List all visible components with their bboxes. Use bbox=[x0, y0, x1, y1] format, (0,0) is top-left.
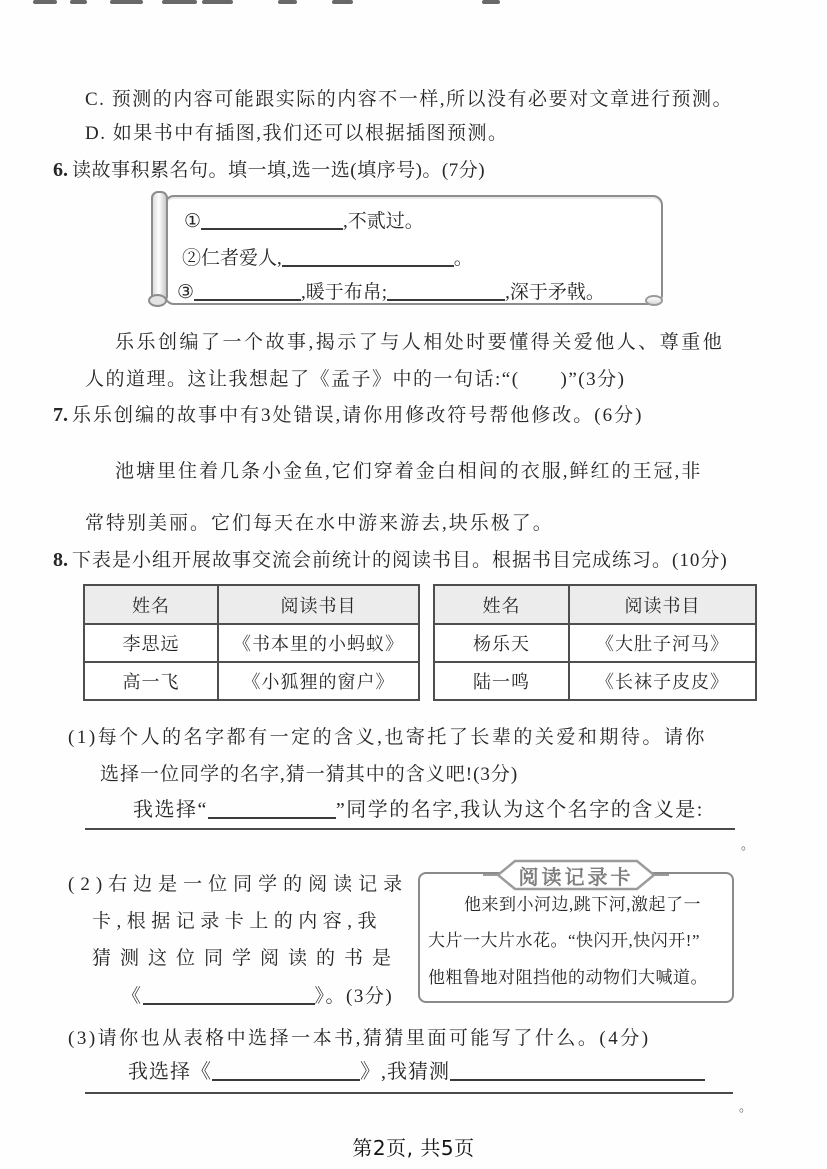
fill-blank bbox=[143, 987, 315, 1005]
q7-story-line1: 池塘里住着几条小金鱼,它们穿着金白相间的衣服,鲜红的王冠,非 bbox=[115, 461, 703, 482]
record-card-line2: 大片一大片水花。“快闪开,快闪开!” bbox=[428, 931, 701, 950]
book-title: 《书本里的小蚂蚁》 bbox=[218, 624, 419, 662]
q8-sub1-line1: (1)每个人的名字都有一定的含义,也寄托了长辈的关爱和期待。请你 bbox=[68, 727, 707, 748]
q6-paragraph-line1: 乐乐创编了一个故事,揭示了与人相处时要懂得关爱他人、尊重他 bbox=[115, 332, 725, 353]
scan-artifact bbox=[110, 0, 143, 4]
fill-blank bbox=[208, 800, 336, 819]
q8-sub3-line1: (3)请你也从表格中选择一本书,猜猜里面可能写了什么。(4分) bbox=[68, 1028, 651, 1049]
q8-sub3-answer-line bbox=[128, 1055, 705, 1084]
period-mark: 。 bbox=[741, 837, 755, 852]
question-7-number: 7. bbox=[53, 404, 68, 426]
banner-item-3-text-mid: ,暖于布帛; bbox=[301, 282, 388, 303]
fill-blank bbox=[282, 249, 454, 267]
table-row bbox=[434, 624, 756, 662]
q8-sub2-answer-line bbox=[122, 981, 393, 1008]
scan-artifact bbox=[278, 0, 297, 4]
answer-post: ”同学的名字,我认为这个名字的含义是: bbox=[335, 799, 704, 821]
banner-item-1-number: ① bbox=[184, 211, 202, 232]
option-c-text: 预测的内容可能跟实际的内容不一样,所以没有必要对文章进行预测。 bbox=[111, 89, 733, 110]
option-d-text: 如果书中有插图,我们还可以根据插图预测。 bbox=[112, 123, 509, 144]
answer-writing-line bbox=[85, 1092, 733, 1094]
question-8-number: 8. bbox=[53, 549, 68, 571]
question-6-title bbox=[53, 155, 485, 182]
question-6-number: 6. bbox=[53, 159, 68, 181]
table-row bbox=[84, 662, 419, 700]
table-row bbox=[84, 624, 419, 662]
banner-item-1-text: ,不贰过。 bbox=[343, 211, 424, 232]
banner-item-3-end: ,深于矛戟。 bbox=[505, 282, 605, 303]
question-6-text: 读故事积累名句。填一填,选一选(填序号)。(7分) bbox=[72, 160, 486, 181]
scroll-rod-decoration bbox=[151, 191, 168, 303]
reading-table-right bbox=[433, 584, 757, 701]
q8-sub1-answer-line bbox=[133, 793, 704, 822]
page-number-footer: 第2页, 共5页 bbox=[352, 1136, 475, 1160]
banner-item-2-end: 。 bbox=[453, 248, 473, 269]
banner-item-2-number: ② bbox=[182, 248, 202, 269]
fill-blank bbox=[194, 283, 301, 301]
option-c-label: C. bbox=[85, 89, 106, 110]
student-name: 高一飞 bbox=[84, 662, 218, 700]
table-header-books: 阅读书目 bbox=[569, 585, 756, 624]
answer-post: 》。(3分) bbox=[314, 986, 394, 1007]
student-name: 杨乐天 bbox=[434, 624, 569, 662]
question-7-text: 乐乐创编的故事中有3处错误,请你用修改符号帮他修改。(6分) bbox=[72, 405, 644, 426]
question-8-title bbox=[53, 545, 728, 572]
q6-paragraph-line2: 人的道理。这让我想起了《孟子》中的一句话:“( )”(3分) bbox=[85, 369, 626, 390]
scan-artifact bbox=[33, 0, 57, 4]
option-d bbox=[85, 118, 509, 145]
scan-artifact bbox=[162, 0, 197, 4]
q8-sub2-line1: (2)右边是一位同学的阅读记录 bbox=[68, 874, 409, 895]
q8-sub1-line2: 选择一位同学的名字,猜一猜其中的含义吧!(3分) bbox=[100, 764, 519, 785]
book-title: 《长袜子皮皮》 bbox=[569, 662, 756, 700]
answer-pre: 我选择《 bbox=[128, 1061, 212, 1083]
table-header-books: 阅读书目 bbox=[218, 585, 419, 624]
record-card-line3: 他粗鲁地对阻挡他的动物们大喊道。 bbox=[428, 968, 708, 987]
answer-writing-line bbox=[85, 828, 735, 830]
fill-blank bbox=[212, 1062, 360, 1081]
answer-pre: 我选择“ bbox=[133, 799, 208, 821]
book-title: 《小狐狸的窗户》 bbox=[218, 662, 419, 700]
q8-sub2-line3: 猜测这位同学阅读的书是 bbox=[92, 948, 401, 969]
banner-item-3 bbox=[177, 277, 605, 304]
scan-artifact bbox=[202, 0, 233, 4]
scan-artifact bbox=[482, 0, 500, 4]
record-card-line1: 他来到小河边,跳下河,激起了一 bbox=[464, 895, 701, 914]
question-8-text: 下表是小组开展故事交流会前统计的阅读书目。根据书目完成练习。(10分) bbox=[72, 550, 728, 571]
scan-artifact bbox=[70, 0, 87, 4]
q8-sub2-line2: 卡,根据记录卡上的内容,我 bbox=[92, 911, 383, 932]
table-header-name: 姓名 bbox=[434, 585, 569, 624]
fill-blank bbox=[201, 212, 343, 230]
answer-mid: 》,我猜测 bbox=[360, 1061, 450, 1083]
question-7-title bbox=[53, 400, 643, 427]
answer-pre: 《 bbox=[122, 986, 143, 1007]
option-c bbox=[85, 84, 733, 111]
period-mark: 。 bbox=[739, 1099, 753, 1114]
option-d-label: D. bbox=[85, 123, 107, 144]
banner-item-3-number: ③ bbox=[177, 282, 195, 303]
scroll-corner-curl-decoration bbox=[645, 295, 663, 306]
q7-story-line2: 常特别美丽。它们每天在水中游来游去,块乐极了。 bbox=[85, 513, 554, 534]
banner-item-2-text: 仁者爱人, bbox=[201, 248, 282, 269]
fill-blank bbox=[450, 1062, 705, 1081]
table-header-name: 姓名 bbox=[84, 585, 218, 624]
student-name: 陆一鸣 bbox=[434, 662, 569, 700]
banner-item-1 bbox=[184, 206, 424, 233]
table-row bbox=[434, 662, 756, 700]
record-card-title: 阅读记录卡 bbox=[518, 867, 634, 889]
student-name: 李思远 bbox=[84, 624, 218, 662]
reading-table-left bbox=[83, 584, 420, 701]
fill-blank bbox=[387, 283, 505, 301]
scan-artifact bbox=[332, 0, 353, 4]
scroll-rod-end-decoration bbox=[148, 294, 167, 307]
banner-item-2 bbox=[182, 243, 473, 270]
book-title: 《大肚子河马》 bbox=[569, 624, 756, 662]
